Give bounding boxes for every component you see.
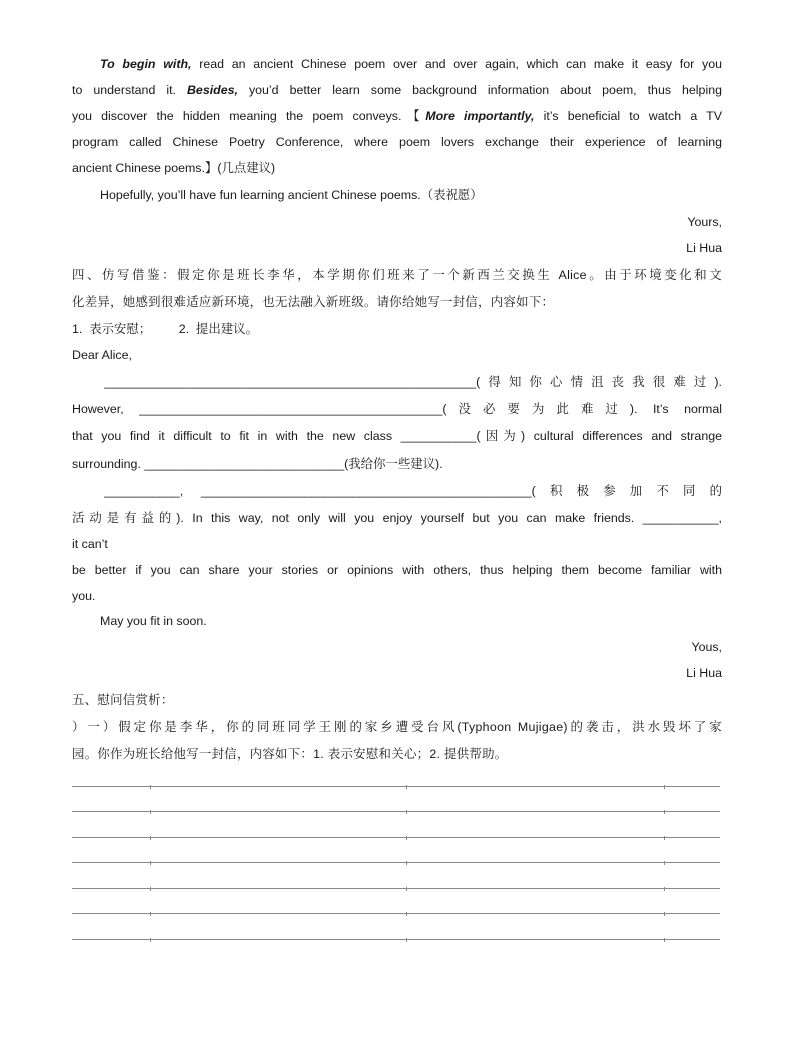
- rule-tick: [664, 912, 665, 916]
- intro-line-3-text: it’s beneficial to watch a TV: [534, 109, 722, 123]
- writing-rule: [72, 939, 720, 940]
- rule-tick: [664, 810, 665, 814]
- intro-line-5: ancient Chinese poems.】(几点建议): [72, 161, 276, 175]
- intro-line-3: [72, 103, 722, 129]
- lead-phrase-to-begin: To begin with,: [100, 57, 192, 71]
- rule-tick: [406, 861, 407, 865]
- section4-heading-line-2: 化差异，她感到很难适应新环境，也无法融入新班级。请你给她写一封信，内容如下：: [72, 295, 555, 309]
- rule-tick: [406, 912, 407, 916]
- rule-tick: [664, 861, 665, 865]
- blank-line-surrounding: surrounding. _____________________________(我给你一些建议).: [72, 457, 443, 471]
- blank-line-active: ___________, ________________________________________________(积极参加不同的: [104, 484, 722, 498]
- rule-tick: [150, 887, 151, 891]
- lead-phrase-besides: Besides,: [186, 83, 238, 97]
- section5-task-line-2: 园。你作为班长给他写一封信，内容如下：1. 表示安慰和关心；2. 提供帮助。: [72, 747, 508, 761]
- section4-heading-line-1: 四、仿写借鉴：假定你是班长李华，本学期你们班来了一个新西兰交换生 Alice。由于环境变化和文: [72, 268, 722, 282]
- signoff-name-1: Li Hua: [686, 241, 722, 255]
- writing-rule: [72, 786, 720, 787]
- signoff-yours-1: Yours,: [687, 215, 722, 229]
- letter-closing: May you fit in soon.: [100, 614, 207, 628]
- intro-line-1: [72, 51, 722, 77]
- intro-line-2-text: you’d better learn some background information about poem, thus helping: [237, 83, 722, 97]
- rule-tick: [150, 861, 151, 865]
- rule-tick: [150, 912, 151, 916]
- rule-tick: [150, 938, 151, 942]
- salutation: Dear Alice,: [72, 348, 132, 362]
- line-it-cant: it can’t: [72, 537, 108, 551]
- rule-tick: [150, 810, 151, 814]
- signoff-name-2: Li Hua: [686, 666, 722, 680]
- intro-line-2: [72, 77, 722, 103]
- writing-rule: [72, 888, 720, 889]
- line-you: you.: [72, 589, 96, 603]
- rule-tick: [664, 836, 665, 840]
- signoff-yours-2: Yous,: [691, 640, 722, 654]
- rule-tick: [150, 785, 151, 789]
- section5-heading: 五、慰问信赏析：: [72, 693, 174, 707]
- writing-rule: [72, 837, 720, 838]
- closing-wish: Hopefully, you’ll have fun learning ancient Chinese poems.（表祝愿）: [100, 188, 483, 202]
- blank-line-activity: 活动是有益的). In this way, not only will you enjoy yourself but you can make friends. ___________,: [72, 511, 722, 525]
- rule-tick: [406, 836, 407, 840]
- rule-tick: [406, 938, 407, 942]
- intro-line-3-pre: you discover the hidden meaning the poem conveys.【: [72, 109, 426, 123]
- rule-tick: [406, 887, 407, 891]
- blank-line-1: ______________________________________________________(得知你心情沮丧我很难过).: [104, 375, 722, 389]
- rule-tick: [664, 785, 665, 789]
- rule-tick: [150, 836, 151, 840]
- writing-rule: [72, 862, 720, 863]
- writing-rule: [72, 811, 720, 812]
- intro-line-2-pre: to understand it.: [72, 83, 187, 97]
- rule-tick: [406, 785, 407, 789]
- intro-line-1-text: read an ancient Chinese poem over and over again, which can make it easy for you: [191, 57, 722, 71]
- line-be-better: be better if you can share your stories or opinions with others, thus helping them become familiar with: [72, 563, 722, 577]
- blank-line-normal: that you find it difficult to fit in with the new class ___________(因为) cultural differences and strange: [72, 429, 722, 443]
- section5-task-line-1: ）一）假定你是李华，你的同班同学王刚的家乡遭受台风(Typhoon Mujigae)的袭击，洪水毁坏了家: [72, 720, 722, 734]
- writing-rule: [72, 913, 720, 914]
- intro-line-4: program called Chinese Poetry Conference, where poem lovers exchange their experience of learning: [72, 135, 722, 149]
- blank-line-however: However, ____________________________________________(没必要为此难过). It’s normal: [72, 402, 722, 416]
- rule-tick: [664, 938, 665, 942]
- rule-tick: [664, 887, 665, 891]
- lead-phrase-more-importantly: More importantly,: [425, 109, 535, 123]
- rule-tick: [406, 810, 407, 814]
- section4-items: 1. 表示安慰； 2. 提出建议。: [72, 322, 258, 336]
